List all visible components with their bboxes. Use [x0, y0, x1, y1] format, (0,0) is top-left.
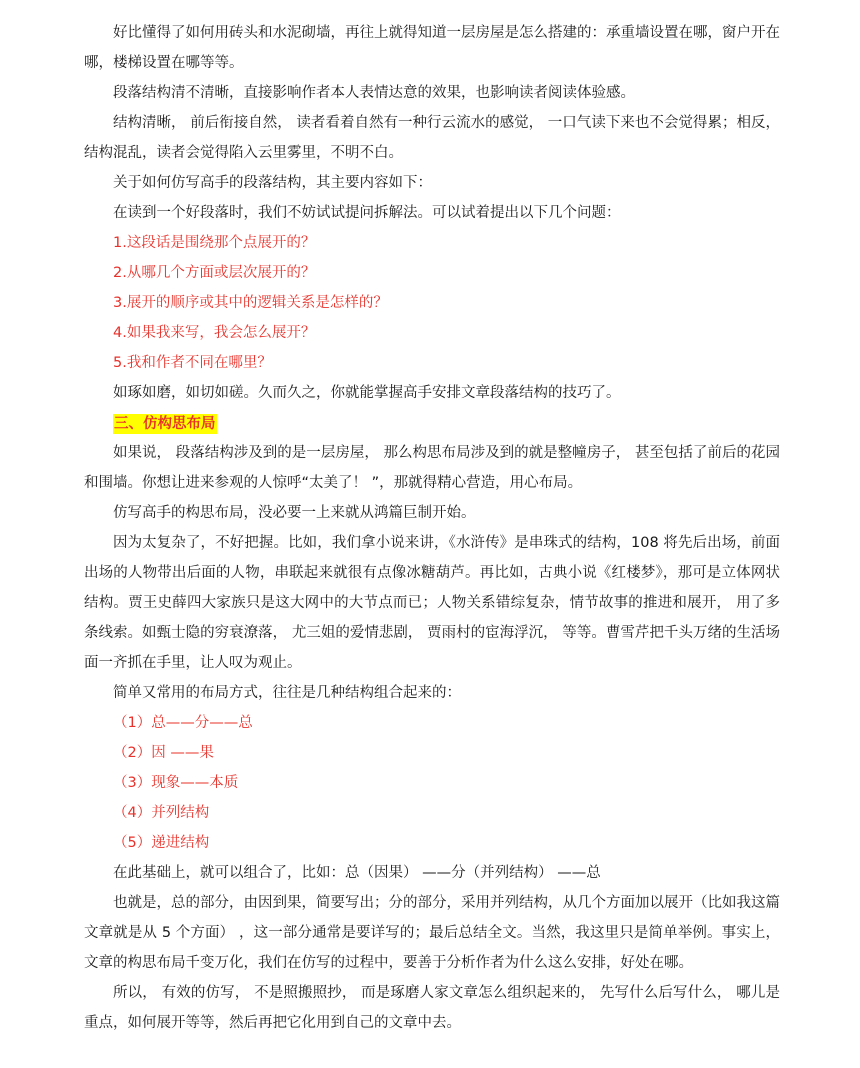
paragraph: 在读到一个好段落时，我们不妨试试提问拆解法。可以试着提出以下几个问题： [113, 205, 621, 221]
list-item: （2）因 ——果 [113, 745, 214, 761]
section-heading-wrap [84, 408, 780, 438]
paragraph: 如果说， 段落结构涉及到的是一层房屋， 那么构思布局涉及到的就是整幢房子， 甚至包括了前后的花园和围墙。你想让进来参观的人惊呼“太美了！ ”，那就得精心营造，用心布局。 [84, 445, 780, 491]
paragraph: 也就是，总的部分，由因到果，简要写出；分的部分，采用并列结构，从几个方面加以展开（比如我这篇文章就是从 5 个方面） ，这一部分通常是要详写的；最后总结全文。当然，我这里只是简单举例。事实上，文章的构思布局千变万化，我们在仿写的过程中，要善于分析作者为什么这么安排，好处在哪。 [84, 895, 780, 971]
list-item: （4）并列结构 [113, 805, 210, 821]
paragraph: 关于如何仿写高手的段落结构，其主要内容如下： [113, 175, 432, 191]
paragraph: 所以， 有效的仿写， 不是照搬照抄， 而是琢磨人家文章怎么组织起来的， 先写什么后写什么， 哪儿是重点，如何展开等等，然后再把它化用到自己的文章中去。 [84, 985, 780, 1031]
paragraph: 结构清晰， 前后衔接自然， 读者看着自然有一种行云流水的感觉， 一口气读下来也不会觉得累；相反，结构混乱，读者会觉得陷入云里雾里，不明不白。 [84, 115, 780, 161]
list-item: 3.展开的顺序或其中的逻辑关系是怎样的？ [113, 295, 388, 311]
document-body [84, 18, 780, 1038]
list-item: 1.这段话是围绕那个点展开的？ [113, 235, 316, 251]
question-list [84, 228, 780, 378]
layout-list [84, 708, 780, 858]
list-item: 4.如果我来写，我会怎么展开？ [113, 325, 316, 341]
list-item: （3）现象——本质 [113, 775, 239, 791]
paragraph: 简单又常用的布局方式，往往是几种结构组合起来的： [113, 685, 461, 701]
list-item: 5.我和作者不同在哪里？ [113, 355, 272, 371]
list-item: （5）递进结构 [113, 835, 210, 851]
paragraph: 在此基础上，就可以组合了，比如：总（因果） ——分（并列结构） ——总 [113, 865, 601, 881]
paragraph: 如琢如磨，如切如磋。久而久之，你就能掌握高手安排文章段落结构的技巧了。 [113, 385, 621, 401]
paragraph: 段落结构清不清晰，直接影响作者本人表情达意的效果，也影响读者阅读体验感。 [113, 85, 635, 101]
section-heading: 三、仿构思布局 [114, 416, 216, 432]
paragraph: 好比懂得了如何用砖头和水泥砌墙，再往上就得知道一层房屋是怎么搭建的：承重墙设置在哪，窗户开在哪，楼梯设置在哪等等。 [84, 25, 780, 71]
list-item: 2.从哪几个方面或层次展开的？ [113, 265, 316, 281]
paragraph: 因为太复杂了，不好把握。比如，我们拿小说来讲，《水浒传》是串珠式的结构，108 将先后出场，前面出场的人物带出后面的人物，串联起来就很有点像冰糖葫芦。再比如，古典小说《红楼梦》，那可是立体网状结构。贾王史薛四大家族只是这大网中的大节点而已；人物关系错综复杂，情节故事的推进和展开， 用了多条线索。如甄士隐的穷衰潦落， 尤三姐的爱情悲剧， 贾雨村的宦海浮沉， 等等。曹雪芹把千头万绪的生活场面一齐抓在手里，让人叹为观止。 [84, 535, 780, 671]
list-item: （1）总——分——总 [113, 715, 253, 731]
paragraph: 仿写高手的构思布局，没必要一上来就从鸿篇巨制开始。 [113, 505, 476, 521]
